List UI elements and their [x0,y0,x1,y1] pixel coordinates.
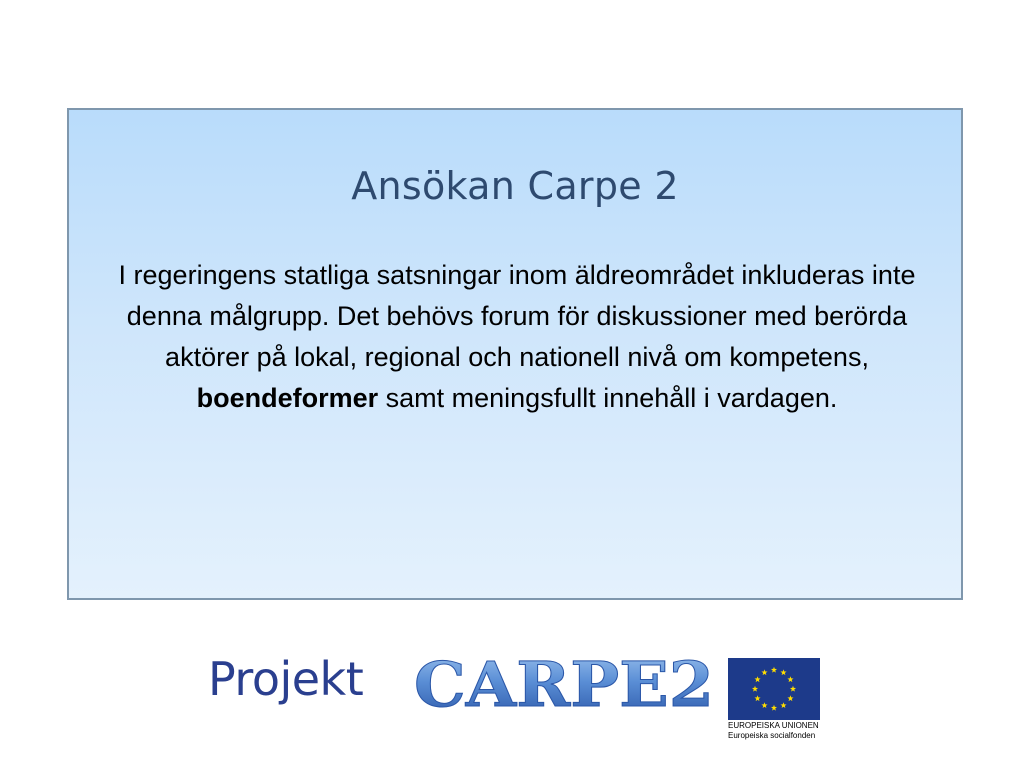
content-box [67,108,963,600]
carpe2-logo [412,648,722,718]
body-text-bold: boendeformer [196,383,379,413]
body-text-part2: samt meningsfullt innehåll i vardagen. [378,383,838,413]
body-text-part1: I regeringens statliga satsningar inom äldreområdet inkluderas inte denna målgrupp. Det behövs forum för diskussioner med berörda aktörer på lokal, regional och nationell nivå om kompetens, [118,260,916,372]
projekt-label: Projekt [208,652,364,706]
eu-union-label: EUROPEISKA UNIONEN [728,721,819,730]
carpe2-logo-text: CARPE2 [414,648,714,718]
body-text [109,255,925,419]
eu-social-fund-label: Europeiska socialfonden [728,731,816,740]
slide-title: Ansökan Carpe 2 [351,164,679,208]
eu-flag-icon [728,658,820,720]
